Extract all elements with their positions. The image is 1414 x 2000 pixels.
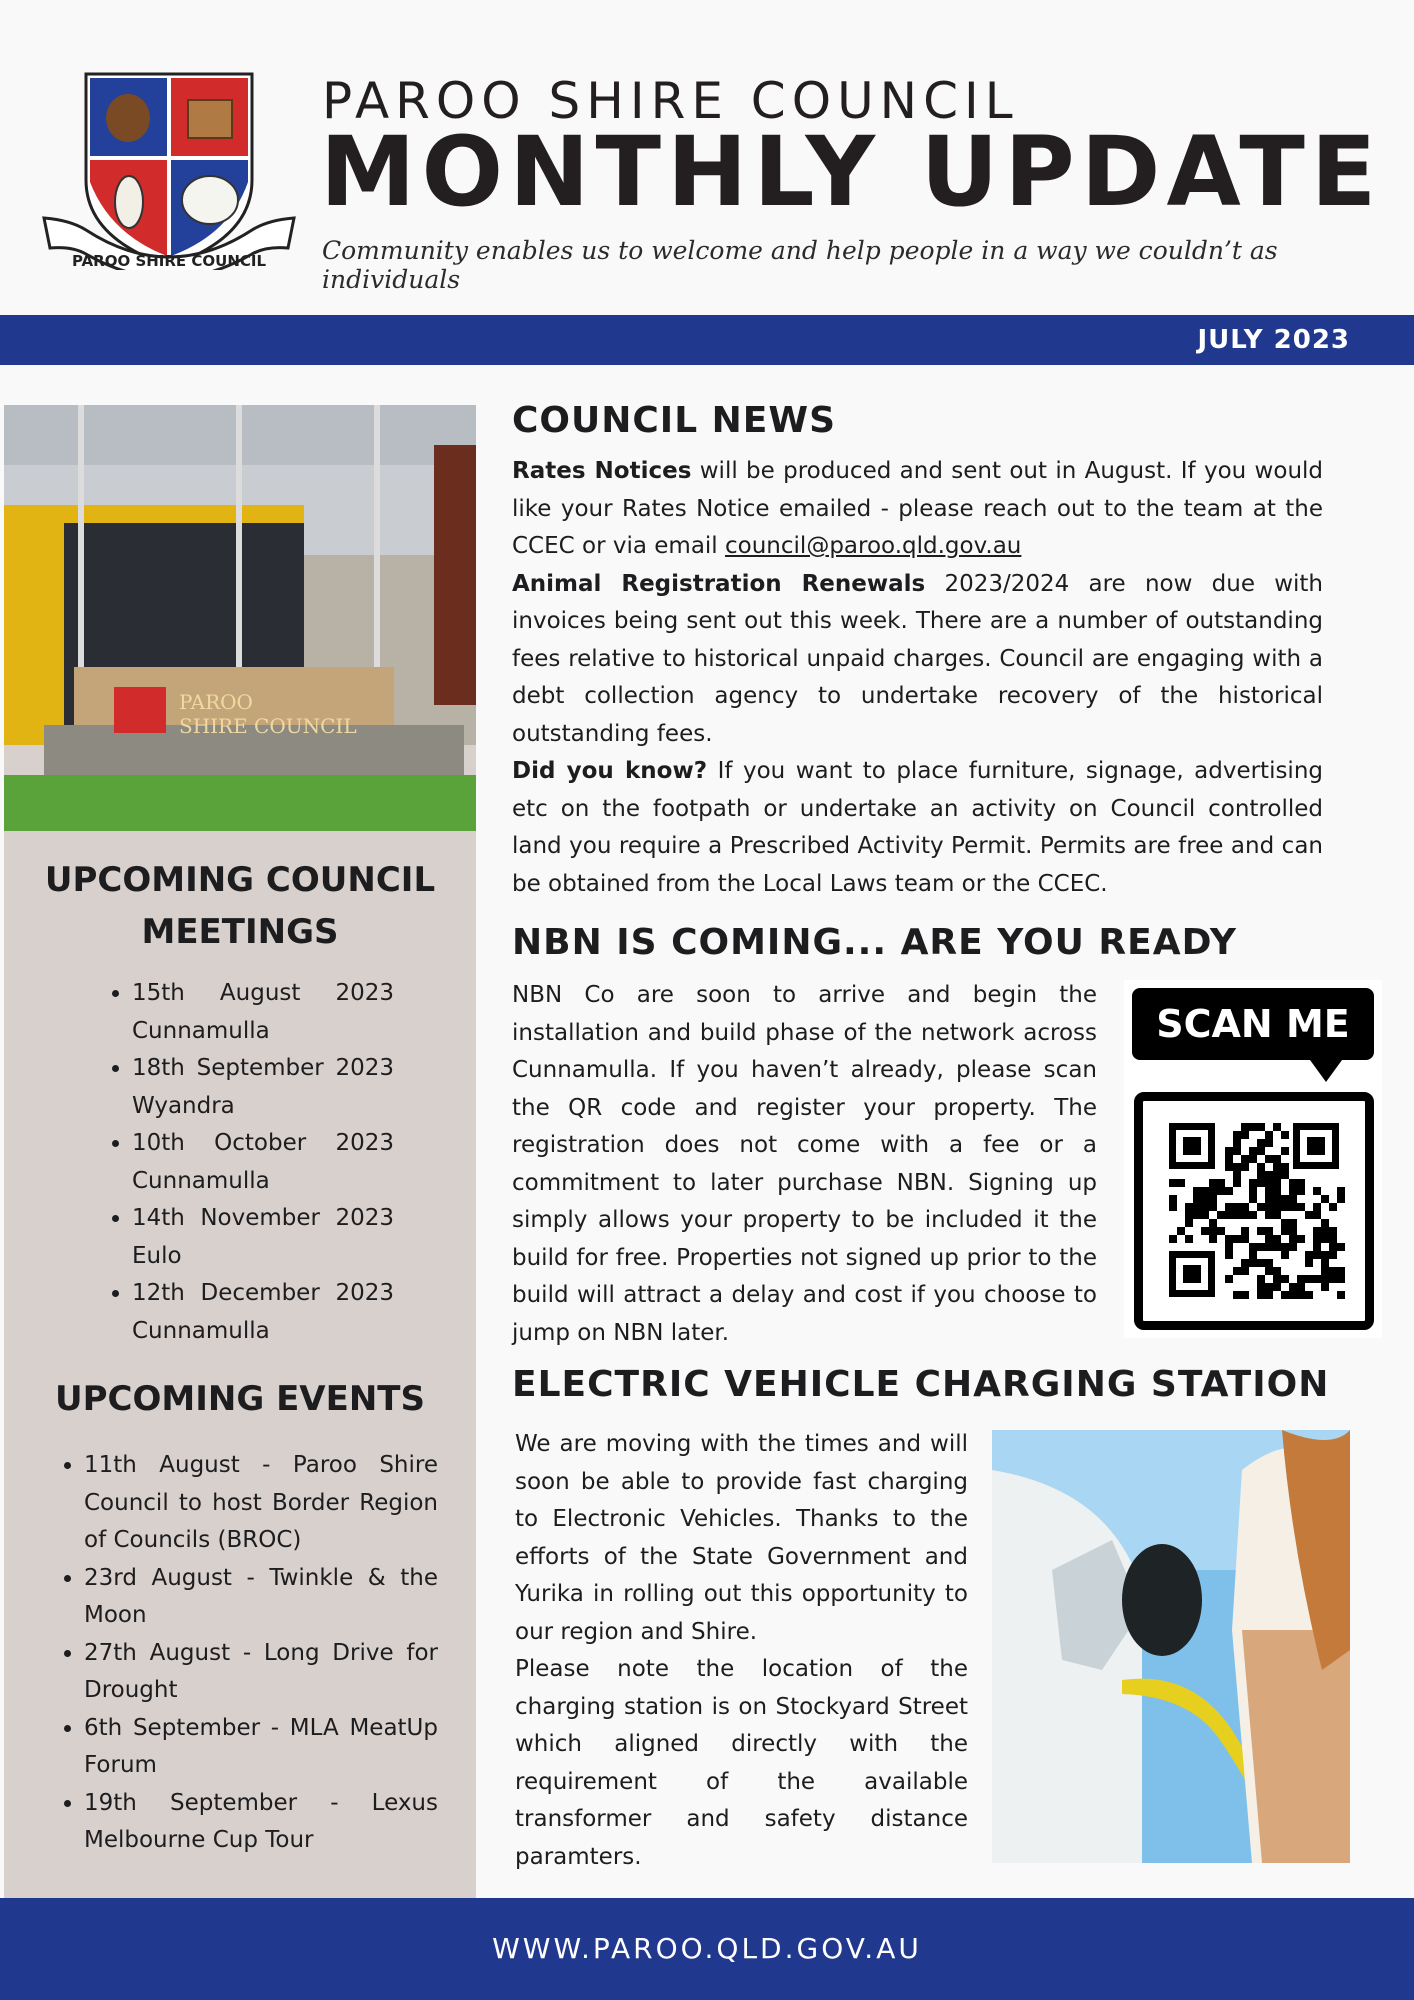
list-item: • 14th November 2023 Eulo <box>132 1200 394 1275</box>
meetings-list <box>132 975 394 1350</box>
list-item: • 10th October 2023 Cunnamulla <box>132 1125 394 1200</box>
council-news-body <box>512 453 1323 903</box>
did-you-know-text: If you want to place furniture, signage, advertising etc on the footpath or undertake an activity on Council controlled land you require a Prescribed Activity Permit. Permits are free and can be obtained from the Local Laws team or the CCEC. <box>512 758 1324 897</box>
ev-paragraph-1: We are moving with the times and will soon be able to provide fast charging to Electronic Vehicles. Thanks to the efforts of the State Government and Yurika in rolling out this opportunity to our region and Shire. <box>515 1431 968 1645</box>
list-item: • 11th August - Paroo Shire Council to host Border Region of Councils (BROC) <box>84 1447 438 1560</box>
events-heading: UPCOMING EVENTS <box>55 1379 425 1419</box>
qr-code-icon <box>1143 1101 1365 1321</box>
list-item: • 6th September - MLA MeatUp Forum <box>84 1710 438 1785</box>
did-you-know-paragraph <box>512 753 1323 903</box>
scan-me-pointer <box>1310 1060 1342 1082</box>
animal-label: Animal Registration Renewals <box>512 570 926 597</box>
council-crest-logo <box>40 70 298 270</box>
council-email-link[interactable]: council@paroo.qld.gov.au <box>725 533 1022 559</box>
tagline: Community enables us to welcome and help people in a way we couldn’t as individuals <box>322 236 1278 294</box>
nbn-heading: NBN IS COMING... ARE YOU READY <box>512 922 1237 963</box>
list-item: • 19th September - Lexus Melbourne Cup Tour <box>84 1785 438 1860</box>
animal-text: 2023/2024 are now due with invoices being sent out this week. There are a number of outstanding fees relative to historical unpaid charges. Council are engaging with a debt collection agency to undertake recovery of the historical outstanding fees. <box>512 570 1324 747</box>
council-news-heading: COUNCIL NEWS <box>512 400 837 441</box>
date-bar <box>0 315 1414 365</box>
list-item: • 27th August - Long Drive for Drought <box>84 1635 438 1710</box>
nbn-body: NBN Co are soon to arrive and begin the installation and build phase of the network across Cunnamulla. If you haven’t already, please scan the QR code and register your property. The registration does not come with a fee or a commitment to later purchase NBN. Signing up simply allows your property to be included it the build for free. Properties not signed up prior to the build will attract a delay and cost if you choose to jump on NBN later. <box>512 982 1097 1346</box>
scan-me-label: SCAN ME <box>1132 988 1374 1060</box>
crest-banner-text: PAROO SHIRE COUNCIL <box>71 252 267 270</box>
issue-date: JULY 2023 <box>1197 325 1350 355</box>
list-item: • 23rd August - Twinkle & the Moon <box>84 1560 438 1635</box>
website-link[interactable]: WWW.PAROO.QLD.GOV.AU <box>492 1932 922 1965</box>
council-name: PAROO SHIRE COUNCIL <box>322 72 1019 130</box>
sidebar <box>4 405 476 1898</box>
animal-paragraph <box>512 566 1323 754</box>
list-item: • 18th September 2023 Wyandra <box>132 1050 394 1125</box>
ev-paragraph-2: Please note the location of the charging station is on Stockyard Street which aligned directly with the requirement of the available transformer and safety distance paramters. <box>515 1656 968 1870</box>
meetings-heading-line2: MEETINGS <box>141 912 339 952</box>
list-item: • 12th December 2023 Cunnamulla <box>132 1275 394 1350</box>
meetings-heading-line1: UPCOMING COUNCIL <box>44 860 436 900</box>
rates-label: Rates Notices <box>512 458 692 484</box>
qr-code-frame[interactable] <box>1134 1092 1374 1330</box>
did-you-know-label: Did you know? <box>512 758 708 784</box>
ev-body <box>515 1426 968 1876</box>
ev-charging-photo <box>992 1430 1350 1863</box>
sign-text-shire-council: SHIRE COUNCIL <box>179 714 357 738</box>
sign-text-paroo: PAROO <box>179 690 253 714</box>
header <box>0 0 1414 315</box>
footer <box>0 1898 1414 2000</box>
page-title: MONTHLY UPDATE <box>320 116 1383 228</box>
rates-text: will be produced and sent out in August. If you would like your Rates Notice emailed - please reach out to the team at the CCEC or via email <box>512 458 1324 559</box>
events-list <box>84 1447 438 1860</box>
ev-heading: ELECTRIC VEHICLE CHARGING STATION <box>512 1364 1330 1405</box>
qr-code-panel <box>1124 980 1382 1338</box>
council-building-photo <box>4 405 476 831</box>
list-item: • 15th August 2023 Cunnamulla <box>132 975 394 1050</box>
rates-paragraph <box>512 453 1323 566</box>
